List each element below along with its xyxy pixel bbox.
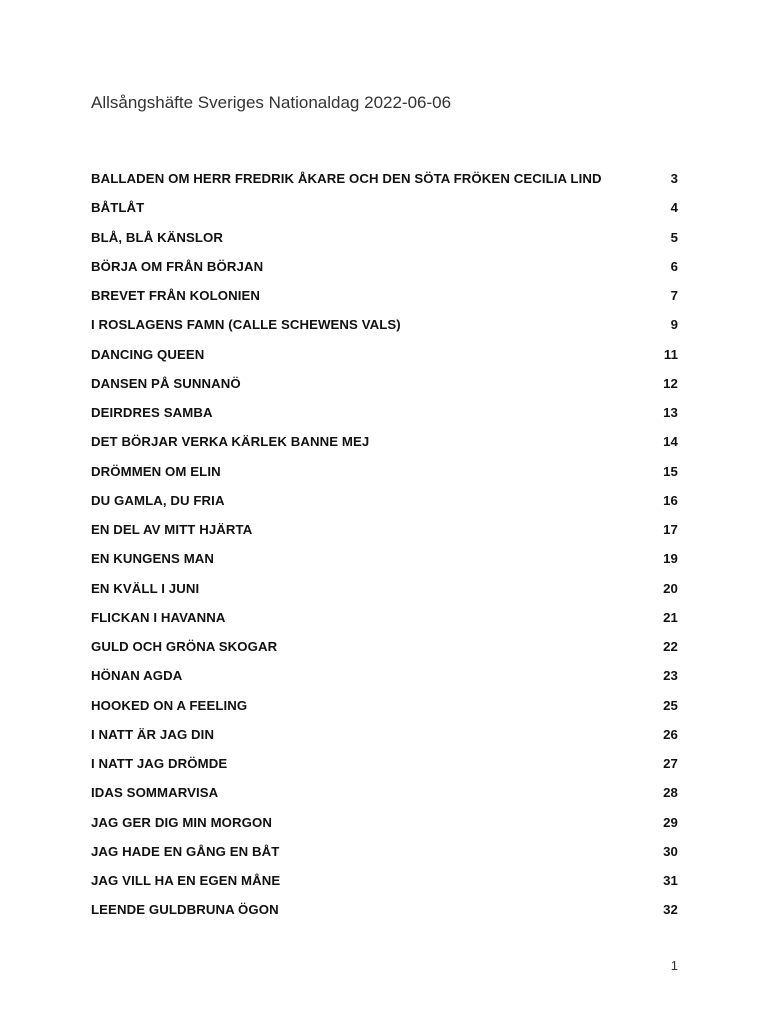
toc-entry[interactable] [91,603,678,632]
toc-entry-page: 21 [663,609,678,625]
toc-entry-page: 31 [663,873,678,889]
toc-entry-title: I NATT ÄR JAG DIN [91,726,215,742]
toc-entry[interactable] [91,164,678,193]
toc-entry[interactable] [91,310,678,339]
toc-entry-page: 14 [663,434,678,450]
toc-entry-title: HÖNAN AGDA [91,668,183,684]
toc-entry[interactable] [91,632,678,661]
toc-entry-title: DEIRDRES SAMBA [91,405,213,421]
toc-entry-page: 27 [663,756,678,772]
toc-entry-title: DANSEN PÅ SUNNANÖ [91,375,241,391]
toc-entry-title: FLICKAN I HAVANNA [91,609,226,625]
toc-entry-title: LEENDE GULDBRUNA ÖGON [91,902,279,918]
toc-entry[interactable] [91,544,678,573]
toc-entry-page: 19 [663,551,678,567]
toc-entry[interactable] [91,837,678,866]
toc-entry-page: 30 [663,843,678,859]
toc-entry-page: 25 [663,697,678,713]
toc-entry[interactable] [91,281,678,310]
toc-entry[interactable] [91,457,678,486]
toc-entry-page: 6 [670,258,678,274]
toc-entry-title: BLÅ, BLÅ KÄNSLOR [91,229,224,245]
toc-entry[interactable] [91,398,678,427]
toc-entry-page: 9 [670,317,678,333]
toc-entry-title: JAG GER DIG MIN MORGON [91,814,272,830]
toc-entry-title: GULD OCH GRÖNA SKOGAR [91,639,278,655]
toc-entry[interactable] [91,427,678,456]
toc-entry-page: 23 [663,668,678,684]
toc-entry-title: BALLADEN OM HERR FREDRIK ÅKARE OCH DEN SÖTA FRÖKEN CECILIA LIND [91,171,602,187]
toc-entry[interactable] [91,866,678,895]
toc-entry[interactable] [91,574,678,603]
toc-entry-title: EN DEL AV MITT HJÄRTA [91,522,253,538]
toc-entry[interactable] [91,661,678,690]
toc-entry-page: 26 [663,726,678,742]
toc-entry-page: 17 [663,522,678,538]
toc-entry[interactable] [91,340,678,369]
toc-entry-title: I ROSLAGENS FAMN (CALLE SCHEWENS VALS) [91,317,401,333]
toc-entry-title: EN KVÄLL I JUNI [91,580,200,596]
toc-entry-title: DET BÖRJAR VERKA KÄRLEK BANNE MEJ [91,434,370,450]
toc-entry-page: 32 [663,902,678,918]
toc-entry-title: BREVET FRÅN KOLONIEN [91,288,261,304]
toc-entry-page: 11 [663,346,678,362]
toc-entry[interactable] [91,749,678,778]
toc-entry[interactable] [91,515,678,544]
toc-entry[interactable] [91,223,678,252]
toc-entry[interactable] [91,720,678,749]
toc-entry[interactable] [91,193,678,222]
toc-entry-page: 7 [670,288,678,304]
toc-entry-title: JAG VILL HA EN EGEN MÅNE [91,873,281,889]
toc-entry-title: BÅTLÅT [91,200,145,216]
toc-entry-page: 20 [663,580,678,596]
toc-entry-page: 13 [663,405,678,421]
toc-entry[interactable] [91,252,678,281]
toc-entry-title: JAG HADE EN GÅNG EN BÅT [91,843,280,859]
toc-entry[interactable] [91,808,678,837]
toc-entry-title: DRÖMMEN OM ELIN [91,463,221,479]
toc-entry-title: DU GAMLA, DU FRIA [91,492,225,508]
toc-entry-title: I NATT JAG DRÖMDE [91,756,228,772]
page-title: Allsångshäfte Sveriges Nationaldag 2022-06-06 [91,93,452,112]
toc-entry-page: 29 [663,814,678,830]
toc-entry[interactable] [91,778,678,807]
toc-entry-page: 12 [663,375,678,391]
page-number: 1 [670,958,678,973]
toc-entry-page: 4 [670,200,678,216]
toc-entry[interactable] [91,691,678,720]
toc-entry[interactable] [91,486,678,515]
toc-entry-page: 15 [663,463,678,479]
toc-entry-title: DANCING QUEEN [91,346,205,362]
table-of-contents [91,164,678,925]
toc-entry-page: 28 [663,785,678,801]
toc-entry-title: EN KUNGENS MAN [91,551,215,567]
toc-entry[interactable] [91,895,678,924]
toc-entry-page: 3 [670,171,678,187]
toc-entry-title: BÖRJA OM FRÅN BÖRJAN [91,258,264,274]
toc-entry-title: IDAS SOMMARVISA [91,785,219,801]
toc-entry[interactable] [91,369,678,398]
toc-entry-page: 22 [663,639,678,655]
toc-entry-page: 5 [670,229,678,245]
toc-entry-page: 16 [663,492,678,508]
toc-entry-title: HOOKED ON A FEELING [91,697,248,713]
